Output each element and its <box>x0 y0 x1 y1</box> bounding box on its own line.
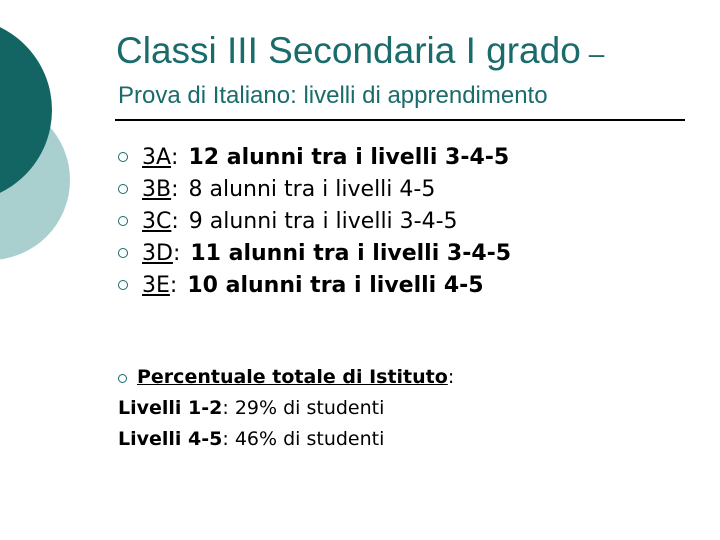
institute-summary <box>118 362 454 455</box>
summary-heading-suffix: : <box>447 366 455 388</box>
summary-line <box>118 393 454 424</box>
class-result-text: 8 alunni tra i livelli 4-5 <box>188 177 436 202</box>
class-result-text: 9 alunni tra i livelli 3-4-5 <box>188 209 458 234</box>
summary-line-value: : 29% di studenti <box>222 397 385 419</box>
class-results-list <box>118 145 511 305</box>
title-divider <box>115 119 685 121</box>
decorative-circles <box>0 0 100 300</box>
class-label: 3D <box>142 241 173 266</box>
bullet-circle-icon <box>118 374 127 383</box>
list-item <box>118 241 511 273</box>
bullet-circle-icon <box>118 152 128 162</box>
class-result-text: 11 alunni tra i livelli 3-4-5 <box>190 241 512 266</box>
list-item <box>118 209 511 241</box>
summary-line <box>118 424 454 455</box>
summary-heading-row <box>118 362 454 393</box>
class-separator: : <box>172 241 181 266</box>
slide-title <box>116 30 604 72</box>
list-item <box>118 177 511 209</box>
bullet-circle-icon <box>118 248 128 258</box>
bullet-circle-icon <box>118 280 128 290</box>
summary-line-value: : 46% di studenti <box>222 428 385 450</box>
title-dash: – <box>588 38 605 69</box>
slide-title-text: Classi III Secondaria I grado <box>116 30 581 71</box>
class-label: 3E <box>142 273 170 298</box>
class-label: 3A <box>142 145 172 170</box>
class-separator: : <box>169 273 178 298</box>
class-result-text: 12 alunni tra i livelli 3-4-5 <box>188 145 510 170</box>
summary-line-label: Livelli 1-2 <box>118 397 223 419</box>
class-label: 3C <box>142 209 172 234</box>
class-result-text: 10 alunni tra i livelli 4-5 <box>187 273 484 298</box>
bullet-circle-icon <box>118 216 128 226</box>
class-label: 3B <box>142 177 172 202</box>
slide-subtitle: Prova di Italiano: livelli di apprendimento <box>118 82 548 109</box>
class-separator: : <box>171 145 179 170</box>
list-item <box>118 273 511 305</box>
list-item <box>118 145 511 177</box>
class-separator: : <box>171 209 179 234</box>
class-separator: : <box>171 177 179 202</box>
summary-line-label: Livelli 4-5 <box>118 428 223 450</box>
bullet-circle-icon <box>118 184 128 194</box>
summary-heading: Percentuale totale di Istituto <box>137 366 448 388</box>
